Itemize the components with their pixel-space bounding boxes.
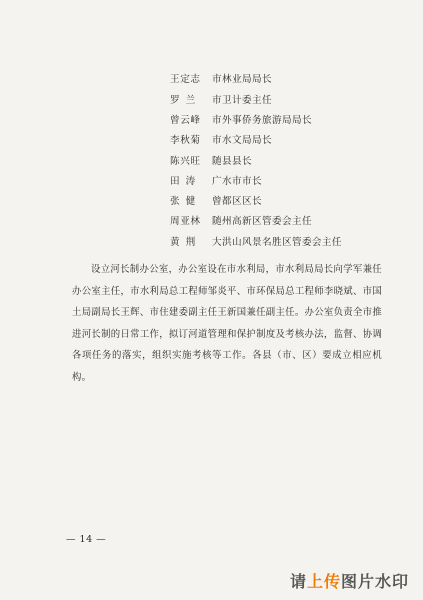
member-name: 田涛	[170, 175, 202, 187]
member-row	[170, 232, 410, 252]
member-title: 大洪山风景名胜区管委会主任	[212, 236, 342, 248]
watermark-part: 请	[289, 572, 307, 591]
watermark-part-highlight: 上传	[306, 572, 341, 591]
member-name: 黄荆	[170, 236, 202, 248]
member-row	[170, 192, 410, 212]
member-list	[170, 70, 410, 253]
member-title: 随州高新区管委会主任	[212, 216, 312, 228]
member-title: 市外事侨务旅游局局长	[212, 114, 312, 126]
member-name: 周亚林	[170, 216, 201, 228]
member-row	[170, 151, 410, 171]
member-name: 罗兰	[170, 94, 202, 106]
page-number: — 14 —	[66, 534, 107, 545]
member-name: 张健	[170, 196, 202, 208]
member-title: 市水文局局长	[212, 135, 272, 147]
member-title: 曾都区区长	[212, 196, 262, 208]
member-row	[170, 171, 410, 191]
member-row	[170, 90, 410, 110]
member-name: 曾云峰	[170, 114, 201, 126]
member-title: 市林业局局长	[212, 74, 272, 86]
member-row	[170, 111, 410, 131]
member-title: 随县县长	[212, 155, 252, 167]
member-name: 王定志	[170, 74, 201, 86]
member-name: 李秋菊	[170, 135, 201, 147]
member-row	[170, 131, 410, 151]
member-title: 广水市市长	[212, 175, 262, 187]
member-name: 陈兴旺	[170, 155, 201, 167]
member-title: 市卫计委主任	[212, 94, 272, 106]
watermark-part: 图片水印	[340, 572, 409, 591]
member-row	[170, 212, 410, 232]
watermark-text	[290, 569, 409, 592]
member-row	[170, 70, 410, 90]
office-paragraph: 设立河长制办公室，办公室设在市水利局，市水利局局长向学军兼任办公室主任，市水利局总工程师邹炎平、市环保局总工程师李晓斌、市国土局副局长王辉、市住建委副主任王新国兼任副主任。办公室负责全市推进河长制的日常工作，拟订河道管理和保护制度及考核办法，监督、协调各项任务的落实，组织实施考核等工作。各县（市、区）要成立相应机构。	[72, 264, 382, 383]
